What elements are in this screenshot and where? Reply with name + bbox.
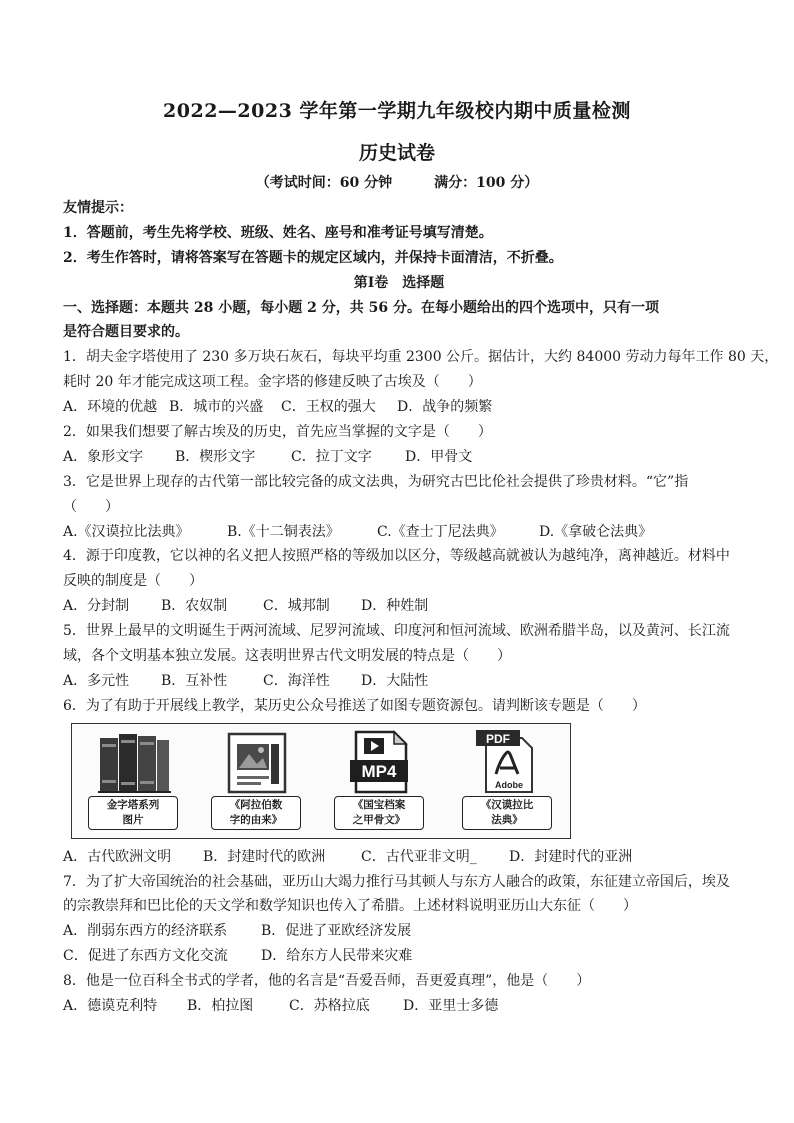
option: C．促进了东西方文化交流 xyxy=(63,948,228,965)
question-options xyxy=(63,594,735,619)
option: B．互补性 xyxy=(161,672,228,689)
resource-item xyxy=(84,728,184,834)
adobe-brand: Adobe xyxy=(495,779,523,790)
option: C．海洋性 xyxy=(263,672,330,689)
option: B．楔形文字 xyxy=(175,448,256,465)
exam-subtitle: 历史试卷 xyxy=(358,142,435,164)
question-stem: 4．源于印度教，它以神的名义把人按照严格的等级加以区分，等级越高就被认为越纯净，离神越近。材料中 xyxy=(63,548,730,565)
question-options xyxy=(63,944,735,969)
option: D.《拿破仑法典》 xyxy=(539,523,653,540)
mp4-badge: MP4 xyxy=(361,761,397,781)
option: A.《汉谟拉比法典》 xyxy=(63,523,190,540)
question-stem: 耗时 20 年才能完成这项工程。金字塔的修建反映了古埃及（ ） xyxy=(63,374,482,391)
caption-line: 《汉谟拉比 xyxy=(480,798,534,811)
option: B．农奴制 xyxy=(161,598,228,615)
option: C．拉丁文字 xyxy=(291,448,372,465)
option: B．城市的兴盛 xyxy=(169,399,264,416)
option: B．柏拉图 xyxy=(187,998,254,1015)
option: C．城邦制 xyxy=(263,598,330,615)
option: D．种姓制 xyxy=(361,598,429,615)
option: A．环境的优越 xyxy=(63,399,158,416)
option: B．促进了亚欧经济发展 xyxy=(261,923,412,940)
question-options xyxy=(63,669,735,694)
option: D．封建时代的亚洲 xyxy=(509,848,633,865)
books-icon xyxy=(96,730,172,794)
caption-line: 《国宝档案 xyxy=(352,798,406,811)
question-stem: 域，各个文明基本独立发展。这表明世界古代文明发展的特点是（ ） xyxy=(63,648,511,665)
image-file-icon xyxy=(219,730,295,794)
question-stem: 2．如果我们想要了解古埃及的历史，首先应当掌握的文字是（ ） xyxy=(63,424,492,441)
pdf-file-icon xyxy=(470,730,546,794)
question-options xyxy=(63,395,735,420)
question-stem: 的宗教崇拜和巴比伦的天文学和数学知识也传入了希腊。上述材料说明亚历山大东征（ ） xyxy=(63,898,637,915)
mp4-file-icon xyxy=(342,730,418,794)
tip-item: 2．考生作答时，请将答案写在答题卡的规定区域内，并保持卡面清洁，不折叠。 xyxy=(63,249,563,266)
resource-item xyxy=(330,728,430,834)
question-stem: 反映的制度是（ ） xyxy=(63,573,203,590)
option: A．削弱东西方的经济联系 xyxy=(63,923,228,940)
option: A．分封制 xyxy=(63,598,130,615)
question-stem: 8．他是一位百科全书式的学者，他的名言是“吾爱吾师，吾更爱真理”，他是（ ） xyxy=(63,973,591,990)
resource-pack-figure xyxy=(71,723,571,839)
question-stem: 6．为了有助于开展线上教学，某历史公众号推送了如图专题资源包。请判断该专题是（ ） xyxy=(63,697,646,714)
resource-item xyxy=(458,728,558,834)
exam-title: 2022—2023 学年第一学期九年级校内期中质量检测 xyxy=(163,100,631,122)
option: D．甲骨文 xyxy=(405,448,473,465)
option: C．古代亚非文明_ xyxy=(361,848,477,865)
resource-item xyxy=(207,728,307,834)
question-stem: 1．胡夫金字塔使用了 230 多万块石灰石，每块平均重 2300 公斤。据估计，大约 84000 劳动力每年工作 80 天， xyxy=(63,349,779,366)
caption-line: 金字塔系列 xyxy=(106,798,160,811)
option: C．王权的强大 xyxy=(281,399,376,416)
section-title: 第Ⅰ卷 选择题 xyxy=(353,274,445,291)
exam-content xyxy=(63,196,779,1019)
exam-info: （考试时间：60 分钟 满分：100 分） xyxy=(255,175,539,191)
resource-caption xyxy=(462,796,552,830)
question-stem: 5．世界上最早的文明诞生于两河流域、尼罗河流域、印度河和恒河流域、欧洲希腊半岛，以及黄河、长江流 xyxy=(63,623,730,640)
tips-heading: 友情提示： xyxy=(63,200,133,216)
pdf-badge: PDF xyxy=(486,731,510,746)
option: D．亚里士多德 xyxy=(403,998,499,1015)
option: A．象形文字 xyxy=(63,448,144,465)
caption-line: 法典》 xyxy=(491,813,523,826)
resource-caption xyxy=(211,796,301,830)
option: A．多元性 xyxy=(63,672,130,689)
option: C．苏格拉底 xyxy=(289,998,370,1015)
question-options xyxy=(63,994,735,1019)
option: A．古代欧洲文明 xyxy=(63,848,172,865)
option: B．封建时代的欧洲 xyxy=(203,848,326,865)
question-stem: 7．为了扩大帝国统治的社会基础，亚历山大竭力推行马其顿人与东方人融合的政策，东征建立帝国后，埃及 xyxy=(63,873,730,890)
caption-line: 字的由来》 xyxy=(229,813,283,826)
caption-line: 图片 xyxy=(122,813,144,826)
question-options xyxy=(63,445,735,470)
option: A．德谟克利特 xyxy=(63,998,158,1015)
resource-caption xyxy=(88,796,178,830)
question-stem: 3．它是世界上现存的古代第一部比较完备的成文法典，为研究古巴比伦社会提供了珍贵材料。“它”指 xyxy=(63,473,689,490)
section-instructions: 是符合题目要求的。 xyxy=(63,324,189,341)
caption-line: 之甲骨文》 xyxy=(352,813,406,826)
caption-line: 《阿拉伯数 xyxy=(229,798,283,811)
option: D．给东方人民带来灾难 xyxy=(261,948,413,965)
question-options xyxy=(63,845,735,870)
option: B.《十二铜表法》 xyxy=(227,523,340,540)
question-options xyxy=(63,520,735,545)
question-options xyxy=(63,919,735,944)
option: D．战争的频繁 xyxy=(397,399,493,416)
section-instructions: 一、选择题：本题共 28 小题，每小题 2 分，共 56 分。在每小题给出的四个选项中，只有一项 xyxy=(63,299,659,316)
option: C.《查士丁尼法典》 xyxy=(377,523,504,540)
option: D．大陆性 xyxy=(361,672,429,689)
tip-item: 1．答题前，考生先将学校、班级、姓名、座号和准考证号填写清楚。 xyxy=(63,224,493,241)
resource-caption xyxy=(334,796,424,830)
question-stem: （ ） xyxy=(63,498,119,515)
